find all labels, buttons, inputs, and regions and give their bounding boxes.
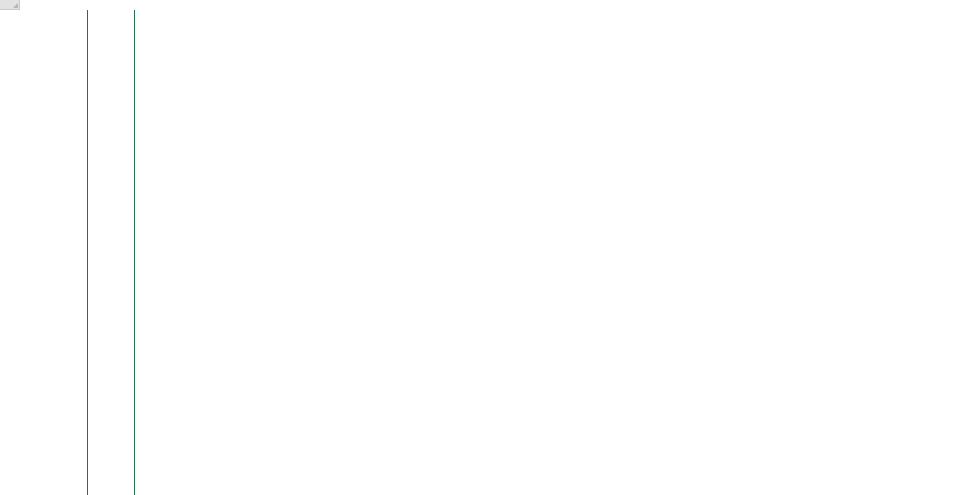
selected-column-outline — [87, 10, 135, 495]
column-header-row — [0, 0, 975, 10]
